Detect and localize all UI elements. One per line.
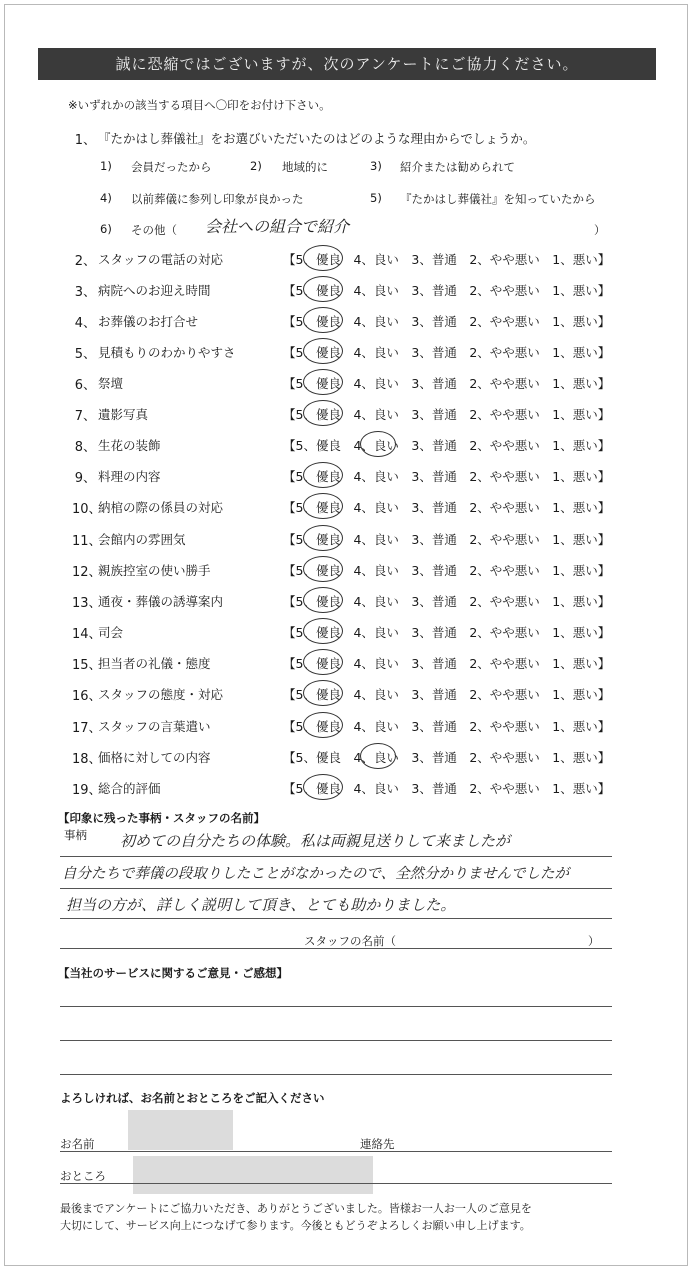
q1-text: 『たかはし葬儀社』をお選びいただいたのはどのような理由からでしょうか。: [98, 131, 536, 146]
q10-scale: 【5、優良 4、良い 3、普通 2、やや悪い 1、悪い】: [283, 500, 611, 515]
q14-answer-circle: [303, 618, 343, 644]
q18-number: 18、: [72, 752, 102, 767]
q14-number: 14、: [72, 627, 102, 642]
q1-option-1: 会員だったから: [131, 160, 212, 174]
q8-answer-circle: [360, 431, 396, 457]
q12-label: 親族控室の使い勝手: [98, 563, 211, 578]
impression-line-3: 担当の方が、詳しく説明して頂き、とても助かりました。: [66, 896, 456, 914]
staff-name-rule: [60, 948, 612, 949]
q16-label: スタッフの態度・対応: [98, 687, 224, 702]
q12-answer-circle: [303, 556, 343, 582]
q15-answer-circle: [303, 649, 343, 675]
q3-scale: 【5、優良 4、良い 3、普通 2、やや悪い 1、悪い】: [283, 283, 611, 298]
address-redaction: [133, 1156, 373, 1194]
q8-label: 生花の装飾: [98, 438, 161, 453]
q8-scale: 【5、優良 4、良い 3、普通 2、やや悪い 1、悪い】: [283, 438, 611, 453]
address-label: おところ: [60, 1169, 106, 1183]
q6-answer-circle: [303, 369, 343, 395]
q4-number: 4、: [74, 316, 96, 331]
q8-number: 8、: [74, 440, 96, 455]
survey-banner: 誠に恐縮ではございますが、次のアンケートにご協力ください。: [38, 48, 656, 80]
q16-number: 16、: [72, 689, 102, 704]
q18-answer-circle: [360, 743, 396, 769]
q4-scale: 【5、優良 4、良い 3、普通 2、やや悪い 1、悪い】: [283, 314, 611, 329]
q10-answer-circle: [303, 493, 343, 519]
q14-scale: 【5、優良 4、良い 3、普通 2、やや悪い 1、悪い】: [283, 625, 611, 640]
q3-label: 病院へのお迎え時間: [98, 283, 211, 298]
q1-other-handwriting: 会社への組合で紹介: [205, 217, 350, 236]
q12-scale: 【5、優良 4、良い 3、普通 2、やや悪い 1、悪い】: [283, 563, 611, 578]
q15-number: 15、: [72, 658, 102, 673]
q18-scale: 【5、優良 4、良い 3、普通 2、やや悪い 1、悪い】: [283, 750, 611, 765]
name-rule: [60, 1151, 612, 1152]
q6-scale: 【5、優良 4、良い 3、普通 2、やや悪い 1、悪い】: [283, 376, 611, 391]
q13-number: 13、: [72, 596, 102, 611]
impression-line-1: 初めての自分たちの体験。私は両親見送りして来ましたが: [120, 832, 511, 850]
impression-heading: 【印象に残った事柄・スタッフの名前】: [58, 811, 265, 825]
q1-option-6-num: 6): [100, 222, 112, 236]
q17-answer-circle: [303, 712, 343, 738]
q13-label: 通夜・葬儀の誘導案内: [98, 594, 224, 609]
q10-label: 納棺の際の係員の対応: [98, 500, 224, 515]
q15-scale: 【5、優良 4、良い 3、普通 2、やや悪い 1、悪い】: [283, 656, 611, 671]
q1-option-4-num: 4): [100, 191, 112, 205]
q9-scale: 【5、優良 4、良い 3、普通 2、やや悪い 1、悪い】: [283, 469, 611, 484]
q14-label: 司会: [98, 625, 124, 640]
q11-answer-circle: [303, 525, 343, 551]
opinion-heading: 【当社のサービスに関するご意見・ご感想】: [58, 966, 288, 980]
impression-line-2: 自分たちで葬儀の段取りしたことがなかったので、全然分かりませんでしたが: [62, 866, 570, 882]
q1-option-3: 紹介または勧められて: [400, 160, 515, 174]
q17-label: スタッフの言葉遣い: [98, 719, 211, 734]
q11-scale: 【5、優良 4、良い 3、普通 2、やや悪い 1、悪い】: [283, 532, 611, 547]
impression-label: 事柄: [64, 828, 87, 842]
closing-line-2: 大切にして、サービス向上につなげて参ります。今後ともどうぞよろしくお願い申し上げます。: [60, 1219, 531, 1232]
q7-scale: 【5、優良 4、良い 3、普通 2、やや悪い 1、悪い】: [283, 407, 611, 422]
impression-rule-2: [60, 888, 612, 889]
q1-other-close: ）: [594, 223, 606, 237]
q19-number: 19、: [72, 783, 102, 798]
q18-label: 価格に対しての内容: [98, 750, 211, 765]
q16-scale: 【5、優良 4、良い 3、普通 2、やや悪い 1、悪い】: [283, 687, 611, 702]
q7-number: 7、: [74, 409, 96, 424]
q19-label: 総合的評価: [98, 781, 161, 796]
q7-answer-circle: [303, 400, 343, 426]
q2-scale: 【5、優良 4、良い 3、普通 2、やや悪い 1、悪い】: [283, 252, 611, 267]
opinion-rule-2: [60, 1040, 612, 1041]
q11-number: 11、: [72, 534, 102, 549]
q1-option-5-num: 5): [370, 191, 382, 205]
address-rule: [60, 1183, 612, 1184]
q1-option-2: 地域的に: [282, 160, 328, 174]
q12-number: 12、: [72, 565, 102, 580]
q15-label: 担当者の礼儀・態度: [98, 656, 211, 671]
q2-label: スタッフの電話の対応: [98, 252, 224, 267]
q1-number: 1、: [74, 133, 96, 148]
q19-scale: 【5、優良 4、良い 3、普通 2、やや悪い 1、悪い】: [283, 781, 611, 796]
q10-number: 10、: [72, 502, 102, 517]
closing-line-1: 最後までアンケートにご協力いただき、ありがとうございました。皆様お一人お一人のご意見を: [60, 1202, 532, 1215]
name-redaction: [128, 1110, 233, 1150]
q1-option-3-num: 3): [370, 159, 382, 173]
q2-number: 2、: [74, 254, 96, 269]
q7-label: 遺影写真: [98, 407, 149, 422]
q17-number: 17、: [72, 721, 102, 736]
q1-option-4: 以前葬儀に参列し印象が良かった: [131, 192, 304, 206]
q4-label: お葬儀のお打合せ: [98, 314, 199, 329]
phone-label: 連絡先: [360, 1137, 395, 1151]
q1-option-5: 『たかはし葬儀社』を知っていたから: [400, 192, 596, 206]
q1-option-2-num: 2): [250, 159, 262, 173]
q5-number: 5、: [74, 347, 96, 362]
q17-scale: 【5、優良 4、良い 3、普通 2、やや悪い 1、悪い】: [283, 719, 611, 734]
q1-option-1-num: 1): [100, 159, 112, 173]
q13-answer-circle: [303, 587, 343, 613]
opinion-rule-1: [60, 1006, 612, 1007]
q2-answer-circle: [303, 245, 343, 271]
q4-answer-circle: [303, 307, 343, 333]
q6-number: 6、: [74, 378, 96, 393]
impression-rule-3: [60, 918, 612, 919]
q1-option-6: その他（: [131, 223, 177, 237]
name-label: お名前: [60, 1137, 95, 1151]
q16-answer-circle: [303, 680, 343, 706]
instruction-text: ※いずれかの該当する項目へ〇印をお付け下さい。: [68, 98, 331, 112]
q3-answer-circle: [303, 276, 343, 302]
contact-prompt: よろしければ、お名前とおところをご記入ください: [60, 1091, 325, 1105]
opinion-rule-3: [60, 1074, 612, 1075]
q13-scale: 【5、優良 4、良い 3、普通 2、やや悪い 1、悪い】: [283, 594, 611, 609]
staff-name-label: スタッフの名前（: [304, 934, 396, 948]
q5-answer-circle: [303, 338, 343, 364]
q6-label: 祭壇: [98, 376, 124, 391]
q5-scale: 【5、優良 4、良い 3、普通 2、やや悪い 1、悪い】: [283, 345, 611, 360]
q9-answer-circle: [303, 462, 343, 488]
q19-answer-circle: [303, 774, 343, 800]
q5-label: 見積もりのわかりやすさ: [98, 345, 236, 360]
q9-label: 料理の内容: [98, 469, 161, 484]
impression-rule-1: [60, 856, 612, 857]
staff-name-close: ）: [588, 934, 600, 948]
q9-number: 9、: [74, 471, 96, 486]
q11-label: 会館内の雰囲気: [98, 532, 186, 547]
q3-number: 3、: [74, 285, 96, 300]
